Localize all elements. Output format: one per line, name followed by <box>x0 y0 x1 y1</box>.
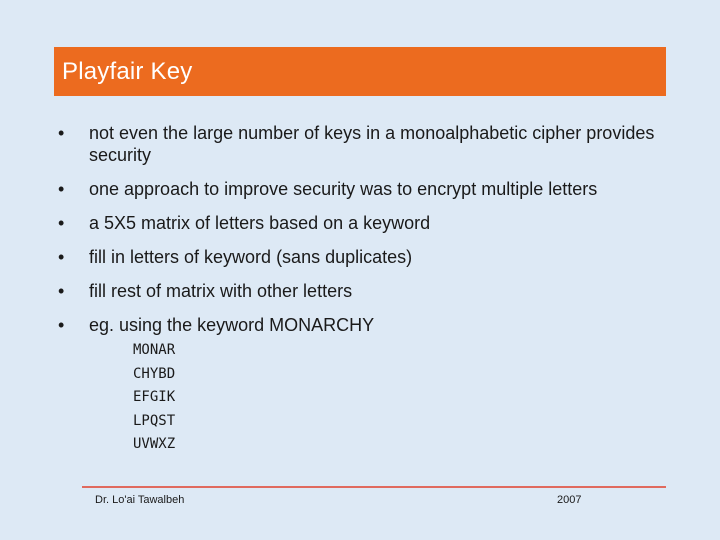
footer-year: 2007 <box>557 494 582 506</box>
bullet-text: eg. using the keyword MONARCHY <box>89 315 375 335</box>
matrix-row: MONAR <box>133 342 176 358</box>
bullet-icon: • <box>58 315 65 335</box>
matrix-row: LPQST <box>133 412 176 429</box>
bullet-text: not even the large number of keys in a monoalphabetic cipher provides security <box>89 123 655 165</box>
bullet-item <box>58 314 668 336</box>
bullet-icon: • <box>58 123 65 143</box>
footer-author: Dr. Lo'ai Tawalbeh <box>95 494 185 506</box>
playfair-matrix <box>133 339 175 457</box>
bullet-text: fill rest of matrix with other letters <box>89 281 353 301</box>
slide-title-bar <box>54 47 666 96</box>
bullet-text: a 5X5 matrix of letters based on a keyword <box>89 213 431 233</box>
bullet-item <box>58 246 668 268</box>
slide-title: Playfair Key <box>62 57 193 85</box>
bullet-icon: • <box>58 281 65 301</box>
bullet-icon: • <box>58 213 65 233</box>
bullet-text: fill in letters of keyword (sans duplicates) <box>89 247 413 267</box>
bullet-item <box>58 122 668 166</box>
matrix-row: UVWXZ <box>133 436 176 452</box>
bullet-icon: • <box>58 179 65 199</box>
bullet-item <box>58 178 668 200</box>
bullet-item <box>58 280 668 302</box>
bullet-icon: • <box>58 247 65 267</box>
matrix-row: CHYBD <box>133 365 176 382</box>
bullet-list <box>58 122 668 348</box>
matrix-row: EFGIK <box>133 389 176 405</box>
bullet-item <box>58 212 668 234</box>
bullet-text: one approach to improve security was to encrypt multiple letters <box>89 179 598 199</box>
footer-divider <box>82 486 666 488</box>
